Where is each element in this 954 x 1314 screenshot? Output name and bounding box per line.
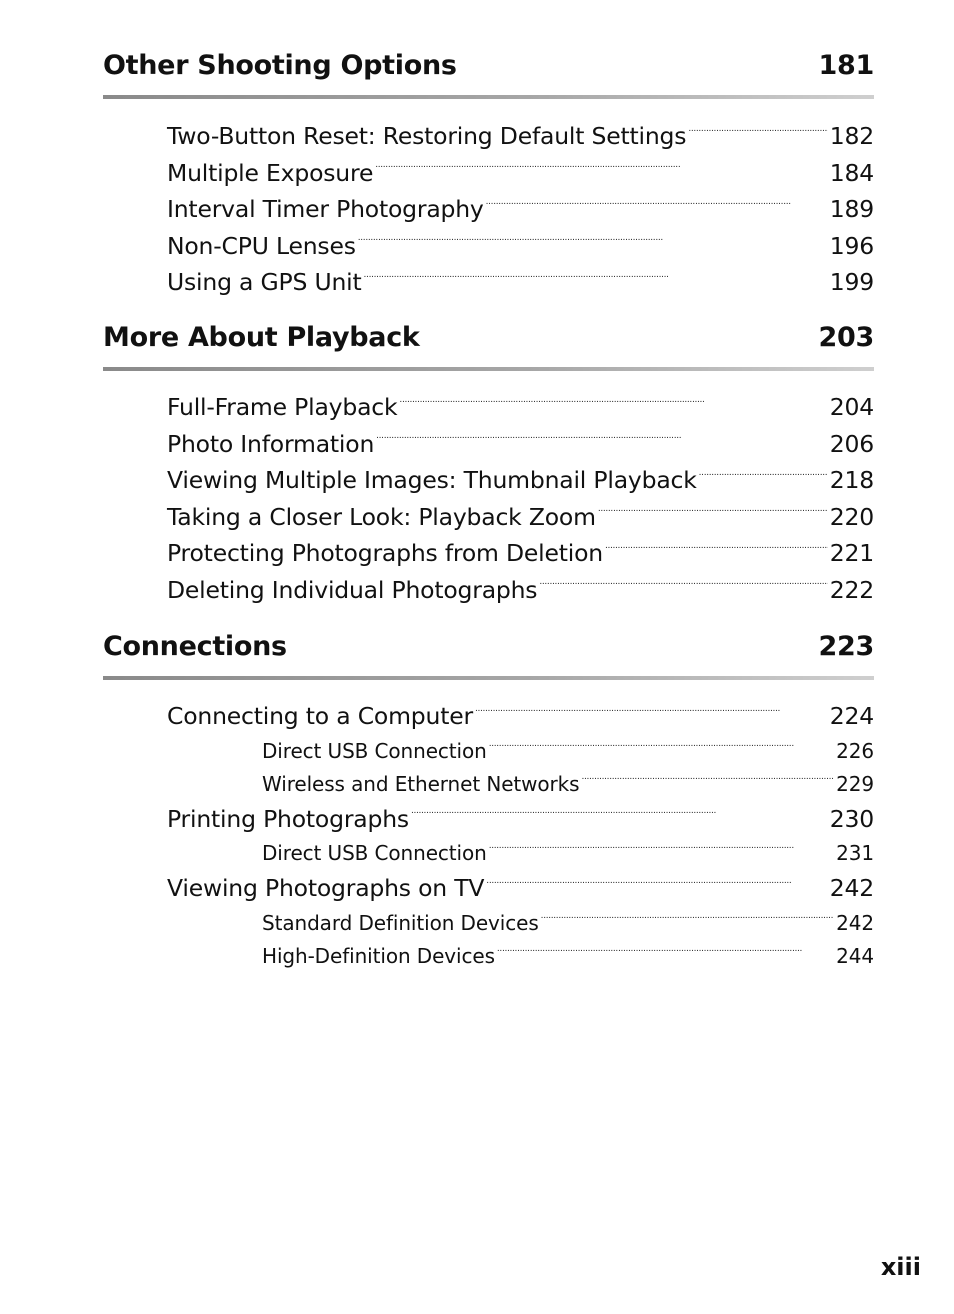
dot-leader (411, 803, 828, 827)
section-heading (103, 323, 874, 353)
dot-leader (375, 157, 828, 181)
entry-page-number: 218 (829, 466, 874, 494)
section-divider (103, 95, 874, 99)
toc-entry[interactable] (167, 191, 874, 228)
entry-page-number: 199 (829, 268, 874, 296)
entry-label: Multiple Exposure (167, 158, 374, 187)
dot-leader (489, 840, 834, 860)
toc-section-more-about-playback (103, 323, 874, 608)
entry-page-number: 221 (829, 539, 874, 567)
toc-entry[interactable] (167, 499, 874, 536)
toc-entry[interactable] (167, 698, 874, 735)
entry-page-number: 226 (836, 738, 874, 763)
toc-entry[interactable] (167, 264, 874, 301)
entry-label: Taking a Closer Look: Playback Zoom (167, 502, 596, 531)
dot-leader (688, 121, 827, 145)
toc-section-other-shooting-options (103, 51, 874, 301)
dot-leader (541, 910, 834, 930)
dot-leader (581, 771, 834, 791)
toc-entry[interactable] (167, 462, 874, 499)
toc-subentry[interactable] (262, 735, 874, 768)
entry-label: Non-CPU Lenses (167, 231, 356, 260)
section-entries (103, 698, 874, 973)
page-folio: xiii (880, 1253, 921, 1281)
section-entries (103, 118, 874, 301)
entry-page-number: 224 (829, 702, 874, 730)
toc-entry[interactable] (167, 389, 874, 426)
section-divider (103, 367, 874, 371)
dot-leader (358, 230, 828, 254)
section-heading (103, 51, 874, 81)
dot-leader (376, 428, 828, 452)
dot-leader (486, 194, 828, 218)
entry-label: Printing Photographs (167, 804, 409, 833)
entry-label: High-Definition Devices (262, 943, 495, 968)
entry-page-number: 230 (829, 804, 874, 833)
section-page-number: 203 (818, 322, 874, 353)
dot-leader (539, 574, 827, 598)
section-heading (103, 632, 874, 662)
dot-leader (475, 701, 828, 725)
toc-entry[interactable] (167, 535, 874, 572)
entry-label: Viewing Photographs on TV (167, 874, 485, 902)
section-entries (103, 389, 874, 608)
entry-page-number: 242 (829, 874, 874, 902)
entry-page-number: 242 (836, 910, 874, 935)
section-title: Connections (103, 631, 287, 662)
entry-page-number: 196 (829, 231, 874, 260)
entry-label: Protecting Photographs from Deletion (167, 539, 603, 567)
entry-page-number: 189 (829, 195, 874, 223)
dot-leader (486, 873, 827, 897)
toc-entry[interactable] (167, 801, 874, 838)
entry-page-number: 206 (829, 429, 874, 458)
entry-label: Direct USB Connection (262, 738, 487, 763)
toc-entry[interactable] (167, 572, 874, 609)
section-page-number: 223 (818, 631, 874, 662)
entry-page-number: 182 (829, 122, 874, 150)
entry-page-number: 204 (829, 393, 874, 421)
dot-leader (598, 501, 828, 525)
entry-label: Deleting Individual Photographs (167, 575, 538, 604)
toc-subentry[interactable] (262, 907, 874, 940)
entry-label: Full-Frame Playback (167, 393, 398, 421)
entry-label: Direct USB Connection (262, 841, 487, 865)
toc-entry[interactable] (167, 228, 874, 265)
toc-entry[interactable] (167, 155, 874, 192)
entry-page-number: 220 (829, 502, 874, 531)
entry-label: Viewing Multiple Images: Thumbnail Playback (167, 466, 697, 494)
toc-entry[interactable] (167, 426, 874, 463)
dot-leader (605, 538, 828, 562)
entry-page-number: 222 (829, 575, 874, 604)
toc-subentry[interactable] (262, 768, 874, 801)
section-divider (103, 676, 874, 680)
dot-leader (497, 943, 834, 963)
entry-page-number: 229 (836, 771, 874, 796)
entry-page-number: 184 (829, 158, 874, 187)
toc-entry[interactable] (167, 118, 874, 155)
entry-label: Wireless and Ethernet Networks (262, 771, 580, 796)
toc-subentry[interactable] (262, 940, 874, 973)
entry-label: Using a GPS Unit (167, 268, 362, 296)
dot-leader (699, 465, 828, 489)
entry-label: Two-Button Reset: Restoring Default Settings (167, 122, 687, 150)
entry-page-number: 231 (836, 841, 874, 865)
entry-label: Interval Timer Photography (167, 195, 484, 223)
dot-leader (489, 738, 834, 758)
section-title: Other Shooting Options (103, 50, 457, 81)
section-page-number: 181 (818, 50, 874, 81)
dot-leader (399, 392, 827, 416)
entry-label: Photo Information (167, 429, 375, 458)
entry-label: Standard Definition Devices (262, 910, 539, 935)
toc-section-connections (103, 632, 874, 973)
dot-leader (364, 267, 828, 291)
section-title: More About Playback (103, 322, 420, 353)
toc-subentry[interactable] (262, 837, 874, 870)
entry-page-number: 244 (836, 943, 874, 968)
entry-label: Connecting to a Computer (167, 702, 473, 730)
toc-entry[interactable] (167, 870, 874, 907)
